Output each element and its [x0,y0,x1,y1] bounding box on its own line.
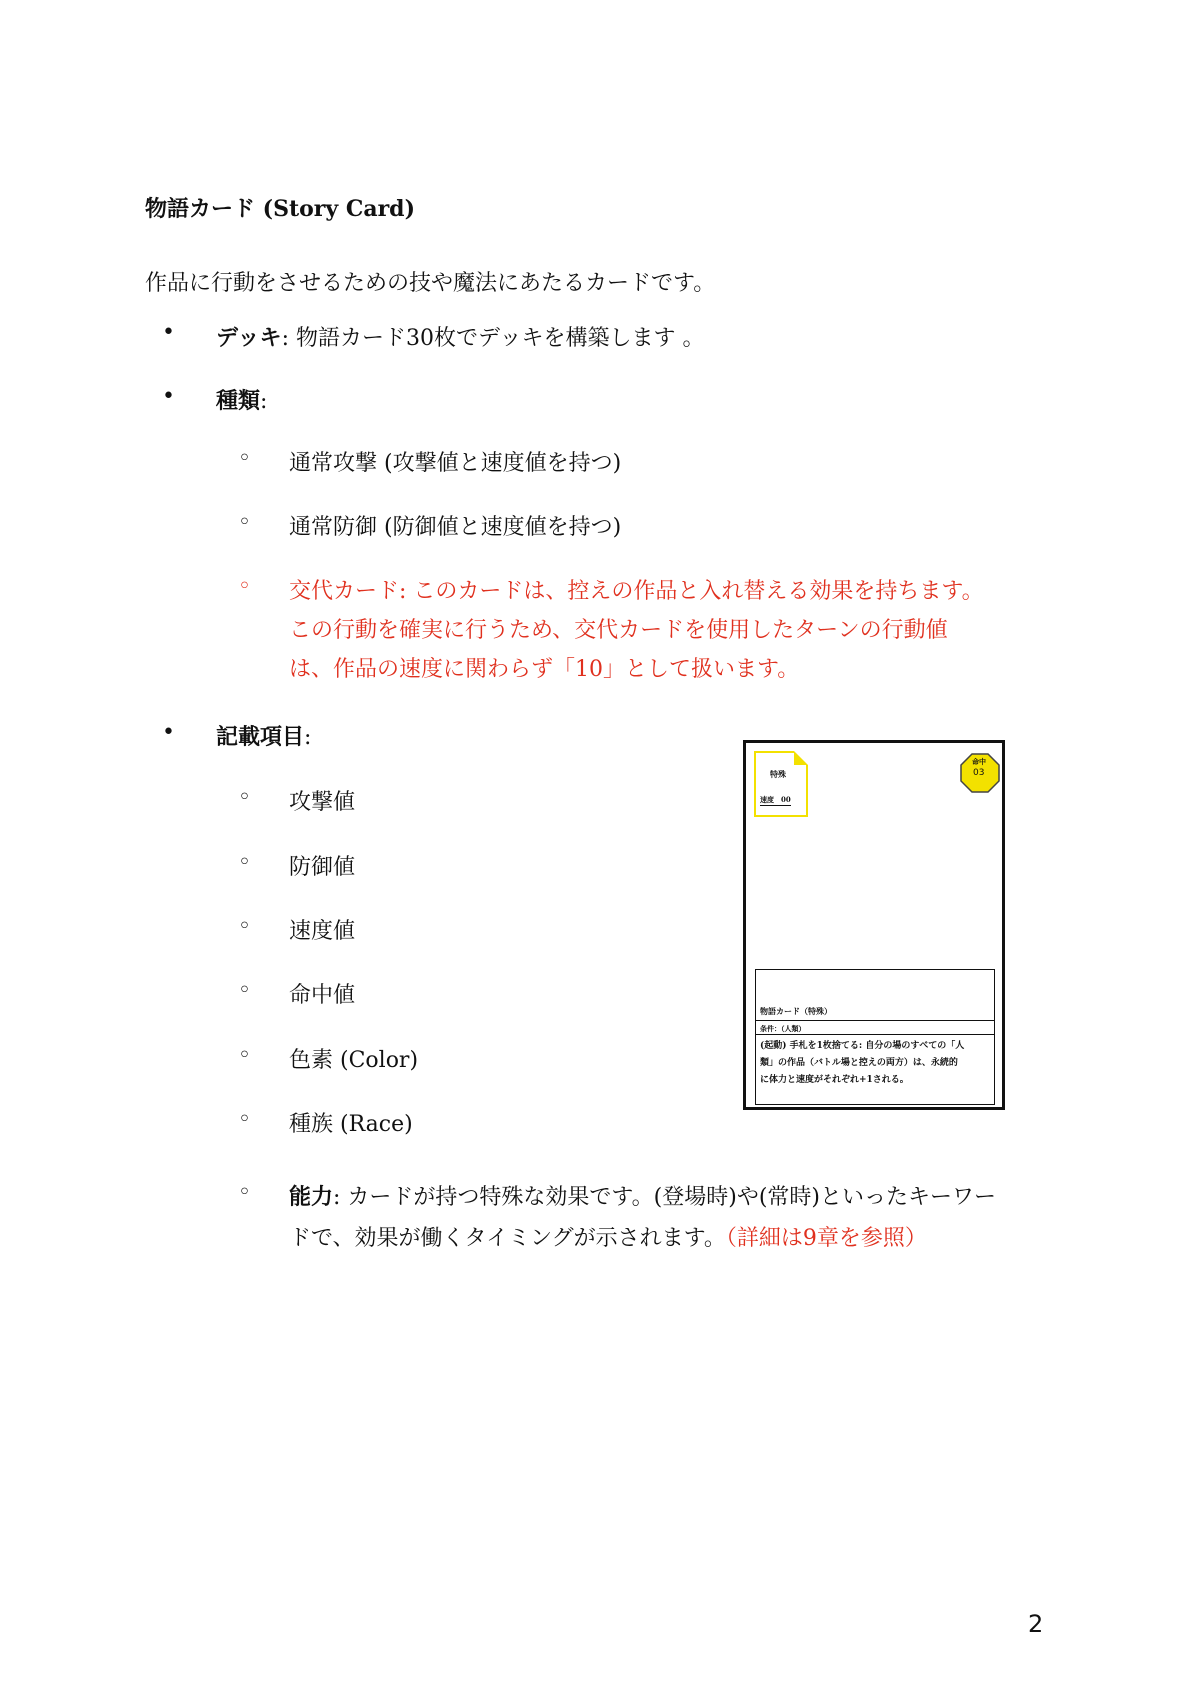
type-normal-attack: 通常攻撃 (攻撃値と速度値を持つ) [289,451,622,476]
ability-label: 能力 [289,1184,334,1210]
card-type-note [754,751,808,817]
field-race: 種族 (Race) [289,1112,413,1137]
sub-mark-field-5: ◦ [238,1107,251,1132]
bullet-types: • [162,384,175,409]
types-label: 種類 [216,388,261,414]
field-attack: 攻撃値 [289,790,356,815]
sub-mark-field-4: ◦ [238,1043,251,1068]
intro-text: 作品に行動をさせるための技や魔法にあたるカードです。 [145,271,716,296]
page-number: 2 [1028,1610,1044,1638]
badge-value: 03 [973,768,985,778]
sub-mark-ability: ◦ [238,1180,251,1205]
types-item: 種類: [216,388,268,414]
field-ability-line1: 能力: カードが持つ特殊な効果です。(登場時)や(常時)といったキーワー [289,1184,996,1210]
ability-reference: （詳細は9章を参照） [725,1226,927,1251]
deck-text: : 物語カード30枚でデッキを構築します 。 [281,326,705,351]
fields-label: 記載項目 [216,724,305,750]
bullet-fields: • [162,720,175,745]
bullet-deck: • [162,320,175,345]
fields-item: 記載項目: [216,724,312,750]
field-color: 色素 (Color) [289,1048,419,1073]
story-card-sample [743,740,1005,1110]
sub-mark-field-3: ◦ [238,978,251,1003]
field-defense: 防御値 [289,855,356,880]
sub-mark-swap: ◦ [238,574,251,599]
card-note-speed: 速度 00 [760,795,791,804]
type-normal-defense: 通常防御 (防御値と速度値を持つ) [289,515,622,540]
card-condition: 条件：（人類） [760,1024,806,1033]
card-effect: (起動) 手札を1枚捨てる: 自分の場のすべての「人 類」の作品（バトル場と控えの両方）は、永続的 に体力と速度がそれぞれ+1される。 [760,1041,965,1085]
field-accuracy: 命中値 [289,983,356,1008]
sub-mark-field-0: ◦ [238,785,251,810]
deck-item [216,321,705,352]
section-title: 物語カード (Story Card) [145,196,415,222]
card-note-type: 特殊 [770,769,786,779]
type-swap-line3: は、作品の速度に関わらず「10」として扱います。 [289,657,800,682]
card-text-box [755,969,995,1105]
type-swap-line2: この行動を確実に行うため、交代カードを使用したターンの行動値 [289,618,948,643]
sub-mark-defense: ◦ [238,510,251,535]
sub-mark-field-1: ◦ [238,850,251,875]
deck-label: デッキ [216,325,282,351]
card-name: 物語カード（特殊） [760,1006,832,1016]
type-swap-line1: 交代カード: このカードは、控えの作品と入れ替える効果を持ちます。 [289,579,984,604]
field-speed: 速度値 [289,919,356,944]
sub-mark-field-2: ◦ [238,914,251,939]
field-ability-line2: ドで、効果が働くタイミングが示されます。（詳細は9章を参照） [289,1226,927,1251]
badge-label: 命中 [972,757,986,766]
sub-mark-attack: ◦ [238,446,251,471]
